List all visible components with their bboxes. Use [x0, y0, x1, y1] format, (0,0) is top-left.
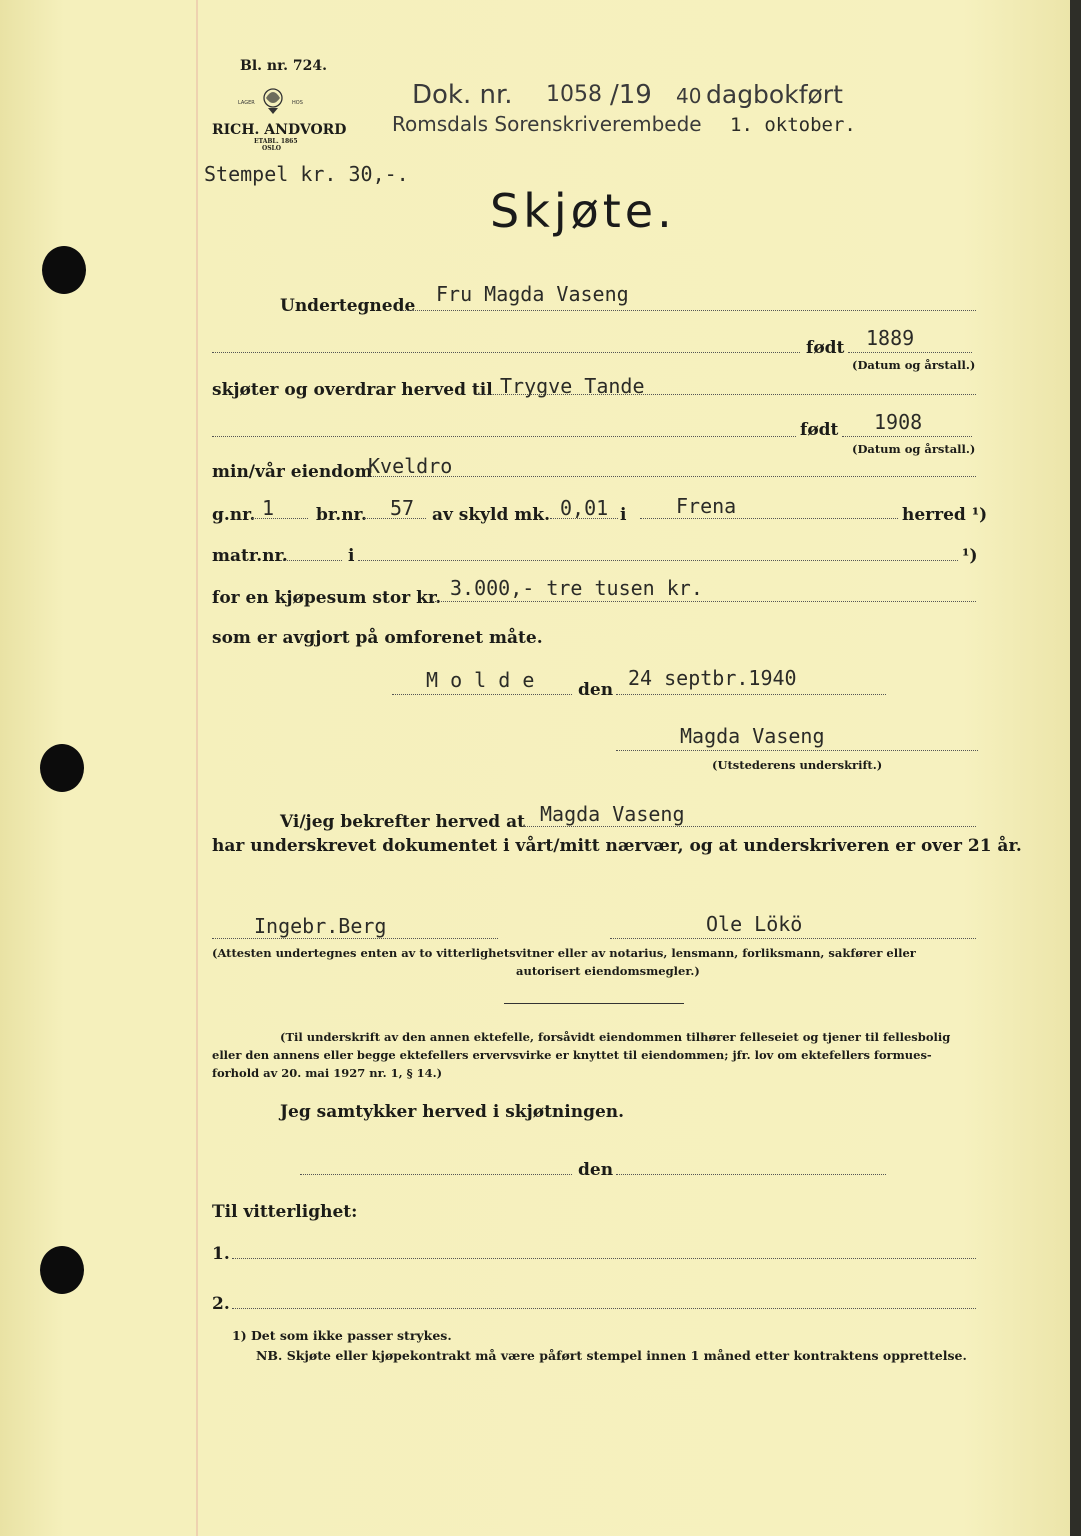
matr-i-label: i [348, 546, 355, 566]
dotted-line [432, 601, 976, 602]
dagbokfort-label: dagbokført [706, 80, 843, 109]
place-value: M o l d e [426, 668, 535, 692]
consent-text: Jeg samtykker herved i skjøtningen. [280, 1102, 625, 1122]
year-prefix: /19 [610, 80, 652, 110]
gnr-label: g.nr. [212, 505, 256, 525]
year-suffix: 40 [676, 84, 702, 108]
avgjort-text: som er avgjort på omforenet måte. [212, 628, 543, 648]
publisher-etabl: ETABL. 1865 [254, 138, 298, 145]
undertegnede-value: Fru Magda Vaseng [436, 282, 629, 306]
vitterlighet-label: Til vitterlighet: [212, 1202, 358, 1222]
dotted-line [358, 560, 958, 561]
kjopesum-label: for en kjøpesum stor kr. [212, 588, 442, 608]
punch-hole [40, 1246, 84, 1294]
bekrefter-label: Vi/jeg bekrefter herved at [280, 812, 525, 832]
skjoter-value: Trygve Tande [500, 374, 645, 398]
publisher-logo [238, 84, 308, 120]
dotted-line [616, 1174, 886, 1175]
publisher-city: OSLO [262, 145, 282, 152]
separator-rule [504, 1003, 684, 1004]
dotted-line [616, 750, 978, 751]
skyld-label: av skyld mk. [432, 505, 550, 525]
footnote-nb: NB. Skjøte eller kjøpekontrakt må være påført stempel innen 1 måned etter kontraktens opprettelse. [256, 1348, 967, 1363]
datum-note: (Datum og årstall.) [852, 358, 976, 372]
gnr-value: 1 [262, 496, 275, 520]
matrnr-label: matr.nr. [212, 546, 288, 566]
stempel-amount: Stempel kr. 30,-. [204, 162, 409, 186]
office-name: Romsdals Sorenskriverembede [392, 112, 702, 136]
dok-label: Dok. nr. [412, 80, 513, 110]
den-label: den [578, 680, 614, 700]
dotted-line [232, 1258, 976, 1259]
dotted-line [212, 436, 796, 437]
logo-left-text: LAGER [238, 100, 255, 106]
herred-value: Frena [676, 494, 737, 518]
vitterlighet-item2: 2. [212, 1294, 230, 1314]
matr-note: ¹) [962, 546, 978, 566]
logo-right-text: HOS [292, 100, 303, 106]
registration-date: 1. oktober. [730, 114, 856, 136]
datum-note: (Datum og årstall.) [852, 442, 976, 456]
eiendom-label: min/vår eiendom [212, 462, 373, 482]
dotted-line [252, 518, 308, 519]
dotted-line [616, 694, 886, 695]
herred-label: herred ¹) [902, 505, 988, 525]
bekrefter-value: Magda Vaseng [540, 802, 685, 826]
dotted-line [280, 560, 342, 561]
brnr-value: 57 [390, 496, 415, 520]
brnr-label: br.nr. [316, 505, 367, 525]
undertegnede-label: Undertegnede [280, 296, 416, 316]
margin-line [196, 0, 198, 1536]
dotted-line [360, 476, 976, 477]
dotted-line [212, 352, 800, 353]
kjopesum-value: 3.000,- tre tusen kr. [450, 576, 703, 600]
fodt-label: født [800, 420, 839, 440]
footnote-1: 1) Det som ikke passer strykes. [232, 1328, 452, 1343]
dotted-line [848, 352, 972, 353]
fodt2-value: 1908 [874, 410, 923, 434]
punch-hole [40, 744, 84, 792]
spouse-den-label: den [578, 1160, 614, 1180]
dotted-line [232, 1308, 976, 1309]
signature-note: (Utstederens underskrift.) [712, 758, 883, 772]
fodt1-value: 1889 [866, 326, 915, 350]
attest-line2: har underskrevet dokumentet i vårt/mitt nærvær, og at underskriveren er over 21 år. [212, 836, 1022, 856]
dok-number: 1058 [546, 82, 602, 107]
dotted-line [392, 694, 572, 695]
witness1: Ingebr.Berg [254, 914, 387, 938]
document-title: Skjøte. [490, 184, 676, 238]
punch-hole [42, 246, 86, 294]
skyld-value: 0,01 [560, 496, 609, 520]
attest-note-line2: autorisert eiendomsmegler.) [516, 964, 700, 978]
spouse-note-line1: (Til underskrift av den annen ektefelle, forsåvidt eiendommen tilhører felleseiet og tjener til fellesbolig [280, 1030, 951, 1044]
dotted-line [300, 1174, 572, 1175]
scan-edge [1070, 0, 1081, 1536]
signature-value: Magda Vaseng [680, 724, 825, 748]
dotted-line [524, 826, 976, 827]
eiendom-value: Kveldro [368, 454, 453, 478]
skjoter-label: skjøter og overdrar herved til [212, 380, 493, 400]
dotted-line [610, 938, 976, 939]
dotted-line [640, 518, 898, 519]
publisher-name: RICH. ANDVORD [212, 122, 347, 138]
vitterlighet-item1: 1. [212, 1244, 230, 1264]
dotted-line [402, 310, 976, 311]
form-number: Bl. nr. 724. [240, 58, 328, 74]
i-label: i [620, 505, 627, 525]
witness2: Ole Lökö [706, 912, 803, 936]
attest-note-line1: (Attesten undertegnes enten av to vitterlighetsvitner eller av notarius, lensmann, forliksmann, sakfører eller [212, 946, 916, 960]
spouse-note-line3: forhold av 20. mai 1927 nr. 1, § 14.) [212, 1066, 443, 1080]
fodt-label: født [806, 338, 845, 358]
spouse-note-line2: eller den annens eller begge ektefellers ervervsvirke er knyttet til eiendommen; jfr. lov om ektefellers formues- [212, 1048, 932, 1062]
dotted-line [212, 938, 498, 939]
date-value: 24 septbr.1940 [628, 666, 797, 690]
dotted-line [842, 436, 972, 437]
